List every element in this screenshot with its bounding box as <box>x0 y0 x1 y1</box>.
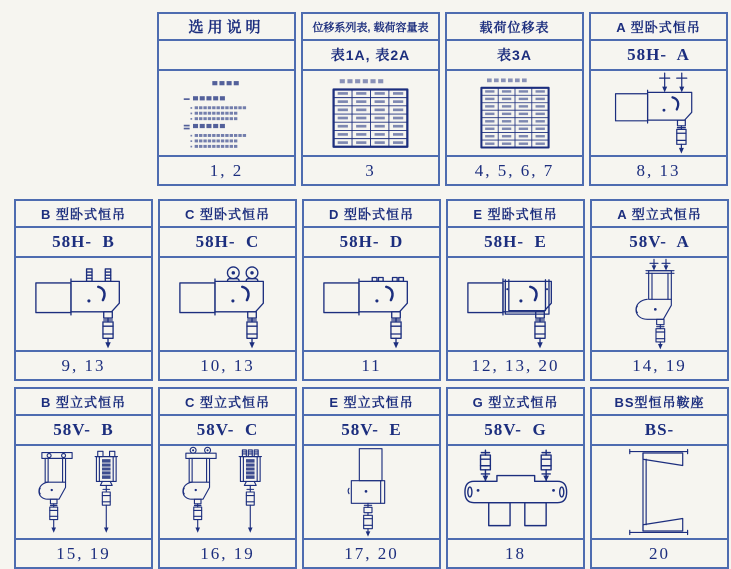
cell-code: 58V- A <box>592 228 727 258</box>
cell-58h-a <box>589 12 728 186</box>
cell-instructions <box>157 12 296 186</box>
cell-drawing <box>16 446 151 538</box>
cell-title: 选用说明 <box>159 14 294 41</box>
cell-title: 载荷位移表 <box>447 14 582 41</box>
cell-title: G 型立式恒吊 <box>448 389 583 416</box>
cell-58h-d <box>302 199 441 381</box>
cell-drawing <box>448 446 583 538</box>
cell-pages: 4, 5, 6, 7 <box>447 155 582 184</box>
cell-code: 58V- C <box>160 416 295 446</box>
cell-drawing <box>304 446 439 538</box>
cell-58h-c <box>158 199 297 381</box>
cell-pages: 16, 19 <box>160 538 295 567</box>
h-a-drawing <box>612 71 706 155</box>
cell-code: 58H- D <box>304 228 439 258</box>
cell-code: 表3A <box>447 41 582 71</box>
h-d-drawing <box>320 258 423 350</box>
cell-code: 58H- A <box>591 41 726 71</box>
cell-title: A 型立式恒吊 <box>592 201 727 228</box>
cell-title: C 型卧式恒吊 <box>160 201 295 228</box>
cell-pages: 20 <box>592 538 727 567</box>
cell-drawing <box>592 258 727 350</box>
cell-bs-saddle <box>590 387 729 569</box>
cell-pages: 9, 13 <box>16 350 151 379</box>
cell-58v-c <box>158 387 297 569</box>
v-g-drawing <box>451 446 581 538</box>
cell-pages: 18 <box>448 538 583 567</box>
h-e-drawing <box>464 258 567 350</box>
cell-code: 58H- C <box>160 228 295 258</box>
cell-drawing <box>303 71 438 155</box>
cell-drawing <box>448 258 583 350</box>
cell-code: 58H- B <box>16 228 151 258</box>
cell-code: 58V- B <box>16 416 151 446</box>
cell-pages: 10, 13 <box>160 350 295 379</box>
table7-drawing <box>309 71 432 155</box>
cell-drawing <box>447 71 582 155</box>
v-c-drawing <box>178 446 277 538</box>
cell-58v-a <box>590 199 729 381</box>
cell-title: C 型立式恒吊 <box>160 389 295 416</box>
cell-code: 58V- E <box>304 416 439 446</box>
cell-pages: 11 <box>304 350 439 379</box>
cell-58v-g <box>446 387 585 569</box>
instructions-drawing <box>172 71 281 155</box>
v-a-drawing <box>622 258 697 350</box>
h-b-drawing <box>32 258 135 350</box>
catalog-row-1 <box>157 12 728 185</box>
cell-title: B 型立式恒吊 <box>16 389 151 416</box>
h-c-drawing <box>176 258 279 350</box>
cell-pages: 17, 20 <box>304 538 439 567</box>
cell-drawing <box>591 71 726 155</box>
v-b-drawing <box>34 446 133 538</box>
v-e-drawing <box>334 446 409 538</box>
cell-code: BS- <box>592 416 727 446</box>
catalog-row-2 <box>14 199 729 375</box>
cell-code: 58H- E <box>448 228 583 258</box>
cell-title: B 型卧式恒吊 <box>16 201 151 228</box>
cell-drawing <box>592 446 727 538</box>
cell-code: 表1A, 表2A <box>303 41 438 71</box>
cell-drawing <box>304 258 439 350</box>
cell-table-3a <box>445 12 584 186</box>
cell-title: BS型恒吊鞍座 <box>592 389 727 416</box>
cell-58v-b <box>14 387 153 569</box>
cell-drawing <box>159 71 294 155</box>
cell-pages: 14, 19 <box>592 350 727 379</box>
cell-title: A 型卧式恒吊 <box>591 14 726 41</box>
catalog-row-3 <box>14 387 729 562</box>
cell-58h-b <box>14 199 153 381</box>
cell-58h-e <box>446 199 585 381</box>
cell-code: 58V- G <box>448 416 583 446</box>
table8-drawing <box>459 71 571 155</box>
cell-pages: 3 <box>303 155 438 184</box>
cell-pages: 1, 2 <box>159 155 294 184</box>
cell-title: E 型卧式恒吊 <box>448 201 583 228</box>
cell-title: 位移系列表, 载荷容量表 <box>303 14 438 41</box>
cell-code <box>159 41 294 71</box>
cell-pages: 8, 13 <box>591 155 726 184</box>
cell-drawing <box>16 258 151 350</box>
cell-drawing <box>160 446 295 538</box>
cell-title: D 型卧式恒吊 <box>304 201 439 228</box>
cell-pages: 12, 13, 20 <box>448 350 583 379</box>
bs-drawing <box>620 446 698 538</box>
cell-58v-e <box>302 387 441 569</box>
cell-drawing <box>160 258 295 350</box>
cell-pages: 15, 19 <box>16 538 151 567</box>
cell-tables-1a-2a <box>301 12 440 186</box>
cell-title: E 型立式恒吊 <box>304 389 439 416</box>
